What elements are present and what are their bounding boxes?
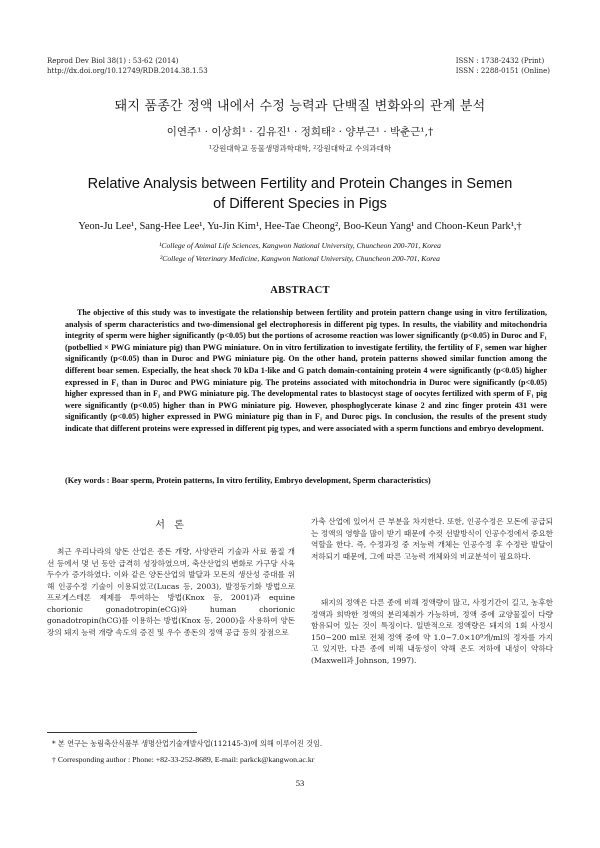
english-title-line2: of Different Species in Pigs	[213, 196, 387, 212]
footnote-divider	[47, 732, 197, 733]
footnote-funding: * 본 연구는 농림축산식품부 생명산업기술개발사업(112145-3)에 의해 이루어진 것임.	[52, 739, 323, 748]
english-title-line1: Relative Analysis between Fertility and Protein Changes in Semen	[87, 176, 513, 192]
intro-paragraph-right-2: 돼지의 정액은 다른 종에 비해 정액량이 많고, 사정기간이 길고, 농후한 정액과 희박한 정액의 분리체취가 가능하며, 정액 중에 교양물질이 다량 함유되어 있는 것이 특징이다. 일반적으로 정액량은 돼지의 1회 사정시 150~200 ml로 전체 정액 중에 약 1.0~7.0×10⁹개/ml의 정자를 가지고 있지만, 다른 종에 비해 내동성이 약해 온도 저하에 내성이 약하다(Maxwell과 Johnson, 1997).	[311, 598, 553, 665]
english-affiliation-2: ²College of Veterinary Medicine, Kangwon National University, Chuncheon 200-701, Korea	[160, 254, 440, 263]
korean-title: 돼지 품종간 정액 내에서 수정 능력과 단백질 변화와의 관계 분석	[114, 99, 486, 114]
section-heading-introduction: 서 론	[155, 520, 187, 531]
english-affiliation-1: ¹College of Animal Life Sciences, Kangwon National University, Chuncheon 200-701, Korea	[159, 241, 441, 250]
page-number: 53	[295, 778, 305, 788]
english-authors: Yeon-Ju Lee¹, Sang-Hee Lee¹, Yu-Jin Kim¹, Hee-Tae Cheong², Boo-Keun Yang¹ and Choon-Keun Park¹,†	[78, 221, 522, 232]
journal-citation: Reprod Dev Biol 38(1) : 53-62 (2014)	[47, 57, 179, 65]
journal-citation-block	[47, 56, 208, 76]
journal-doi[interactable]: http://dx.doi.org/10.12749/RDB.2014.38.1.53	[47, 67, 208, 75]
issn-block	[456, 56, 550, 76]
english-title	[0, 174, 600, 214]
abstract-text: The objective of this study was to investigate the relationship between fertility and protein pattern change using in vitro fertilization, analysis of sperm characteristics and two-dimensional gel electrophoresis in different pig types. In results, the viability and mitochondria integrity of sperm were higher significantly (p<0.05) but the portions of acrosome reaction was lower significantly (p<0.05) in Duroc and F₁ (potbellied × PWG miniature pig) than PWG miniature. On in vitro fertilization to investigate fertility, the fertility of F₁ semen war higher significantly (p<0.05) than in Duroc and PWG miniature pig. On the other hand, protein patterns showed similar function among the different boar semen. Especially, the heat shock 70 kDa 1-like and G patch domain-containing protein 4 were significantly (p<0.05) higher expressed in F₁ than in Duroc and PWG miniature pig. The proteins associated with mitochondria in Duroc were significantly (p<0.05) higher expressed than in F₁ and PWG miniature pig. The developmental rates to blastocyst stage of oocytes fertilized with sperm of F₁ pig were significantly (p<0.05) higher than in PWG miniature pig. However, phosphoglycerate kinase 2 and zinc finger protein 431 were significantly (p<0.05) higher expressed in PWG miniature pig than in F₁ and Duroc pigs. In conclusion, the results of the present study indicate that different proteins were expressed in different pig types, and were associated with a sperm functions and embryo development.	[65, 308, 547, 433]
intro-paragraph-left: 최근 우리나라의 양돈 산업은 종돈 개량, 사양관리 기술과 사료 품질 개선 등에서 몇 년 동안 급격히 성장하였으며, 축산산업의 변화로 가구당 사육 두수가 증가하였다. 이와 같은 양돈산업의 발달과 모돈의 생산성 증대를 위해 인공수정 기술이 이용되었고(Lucas 등, 2003), 발정동기화 방법으로 프로게스테론 제제를 투여하는 방법(Knox 등, 2001)과 equine chorionic gonadotropin(eCG)와 human chorionic gonadotropin(hCG)를 이용하는 방법(Knox 등, 2000)을 사용하여 양돈장의 돼지 능력 개량 속도의 증진 및 우수 종돈의 정액 공급 등의 장점으로	[47, 547, 295, 637]
korean-authors: 이연주¹ · 이상희¹ · 김유진¹ · 정희태² · 양부근¹ · 박춘근¹,†	[166, 126, 434, 138]
footnote-corresponding-author: † Corresponding author : Phone: +82-33-252-8689, E-mail: parkck@kangwon.ac.kr	[52, 755, 315, 764]
abstract-heading: ABSTRACT	[270, 285, 330, 296]
intro-paragraph-right-1: 가축 산업에 있어서 큰 부분을 차지한다. 또한, 인공수정은 모돈에 공급되는 정액의 영향을 많이 받기 때문에 수컷 선발방식이 인공수정에서 중요한 역할을 한다. 즉, 수정과정 중 저능력 개체는 인공수정 후 수정란 발달이 저하되기 때문에, 그에 따른 고능력 개체와의 비교분석이 필요하다.	[311, 517, 553, 561]
korean-affiliations: ¹강원대학교 동물생명과학대학, ²강원대학교 수의과대학	[208, 144, 392, 153]
keywords: (Key words : Boar sperm, Protein patterns, In vitro fertility, Embryo development, Sperm characteristics)	[65, 476, 431, 485]
english-affiliations	[0, 239, 600, 265]
issn-online: ISSN : 2288-0151 (Online)	[455, 67, 550, 75]
issn-print: ISSN : 1738-2432 (Print)	[455, 57, 545, 65]
